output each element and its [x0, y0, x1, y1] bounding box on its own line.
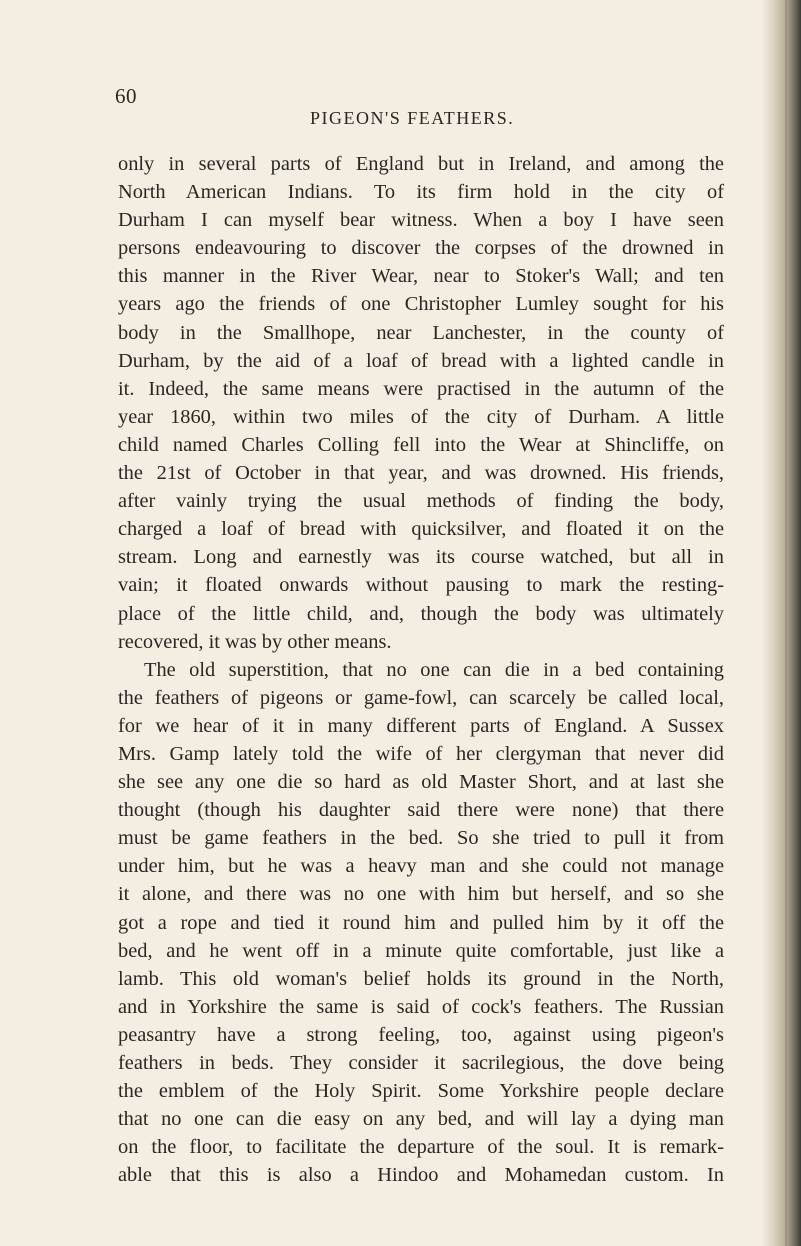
text-line: recovered, it was by other means.: [118, 630, 392, 653]
text-line: vain; it floated onwards without pausing to mark the resting-: [118, 574, 724, 597]
text-line: years ago the friends of one Christopher Lumley sought for his: [118, 293, 724, 316]
text-line: place of the little child, and, though the body was ultimately: [118, 602, 724, 625]
text-line: Mrs. Gamp lately told the wife of her clergyman that never did: [118, 742, 724, 765]
book-gutter-shadow: [761, 0, 801, 1246]
text-line: it alone, and there was no one with him but herself, and so she: [118, 883, 724, 906]
text-line: this manner in the River Wear, near to Stoker's Wall; and ten: [118, 265, 724, 288]
text-line: persons endeavouring to discover the corpses of the drowned in: [118, 237, 724, 260]
text-line: Durham I can myself bear witness. When a boy I have seen: [118, 209, 724, 232]
text-line: the feathers of pigeons or game-fowl, can scarcely be called local,: [118, 686, 724, 709]
text-line: the 21st of October in that year, and was drowned. His friends,: [118, 462, 724, 485]
text-line: North American Indians. To its firm hold in the city of: [118, 181, 724, 204]
text-line: charged a loaf of bread with quicksilver, and floated it on the: [118, 518, 724, 541]
text-line: and in Yorkshire the same is said of cock's feathers. The Russian: [118, 995, 724, 1018]
text-line: only in several parts of England but in Ireland, and among the: [118, 153, 724, 175]
running-head: PIGEON'S FEATHERS.: [310, 108, 515, 128]
text-line: year 1860, within two miles of the city of Durham. A little: [118, 405, 724, 428]
text-line: feathers in beds. They consider it sacrilegious, the dove being: [118, 1052, 724, 1074]
text-line: must be game feathers in the bed. So she tried to pull it from: [118, 827, 724, 850]
text-line: under him, but he was a heavy man and she could not manage: [118, 855, 724, 878]
text-line: on the floor, to facilitate the departure of the soul. It is remark-: [118, 1136, 724, 1159]
text-line: she see any one die so hard as old Master Short, and at last she: [118, 771, 724, 794]
text-line: The old superstition, that no one can die in a bed containing: [144, 658, 724, 681]
text-line: thought (though his daughter said there were none) that there: [118, 799, 724, 822]
text-line: bed, and he went off in a minute quite comfortable, just like a: [118, 939, 724, 962]
text-line: after vainly trying the usual methods of finding the body,: [118, 490, 724, 513]
text-line: child named Charles Colling fell into the Wear at Shincliffe, on: [118, 433, 724, 456]
text-line: lamb. This old woman's belief holds its ground in the North,: [118, 967, 724, 990]
text-line: for we hear of it in many different parts of England. A Sussex: [118, 714, 724, 737]
book-spine-edge: [785, 0, 787, 1246]
text-line: body in the Smallhope, near Lanchester, in the county of: [118, 321, 724, 344]
text-line: the emblem of the Holy Spirit. Some Yorkshire people declare: [118, 1080, 724, 1103]
body-text: [118, 150, 724, 1189]
text-line: got a rope and tied it round him and pulled him by it off the: [118, 911, 724, 934]
text-line: able that this is also a Hindoo and Mohamedan custom. In: [118, 1164, 724, 1187]
text-line: stream. Long and earnestly was its course watched, but all in: [118, 546, 724, 569]
text-line: that no one can die easy on any bed, and will lay a dying man: [118, 1108, 724, 1131]
text-line: peasantry have a strong feeling, too, against using pigeon's: [118, 1023, 724, 1046]
page-number: 60: [115, 84, 137, 108]
text-line: Durham, by the aid of a loaf of bread with a lighted candle in: [118, 349, 724, 372]
text-line: it. Indeed, the same means were practised in the autumn of the: [118, 377, 724, 400]
